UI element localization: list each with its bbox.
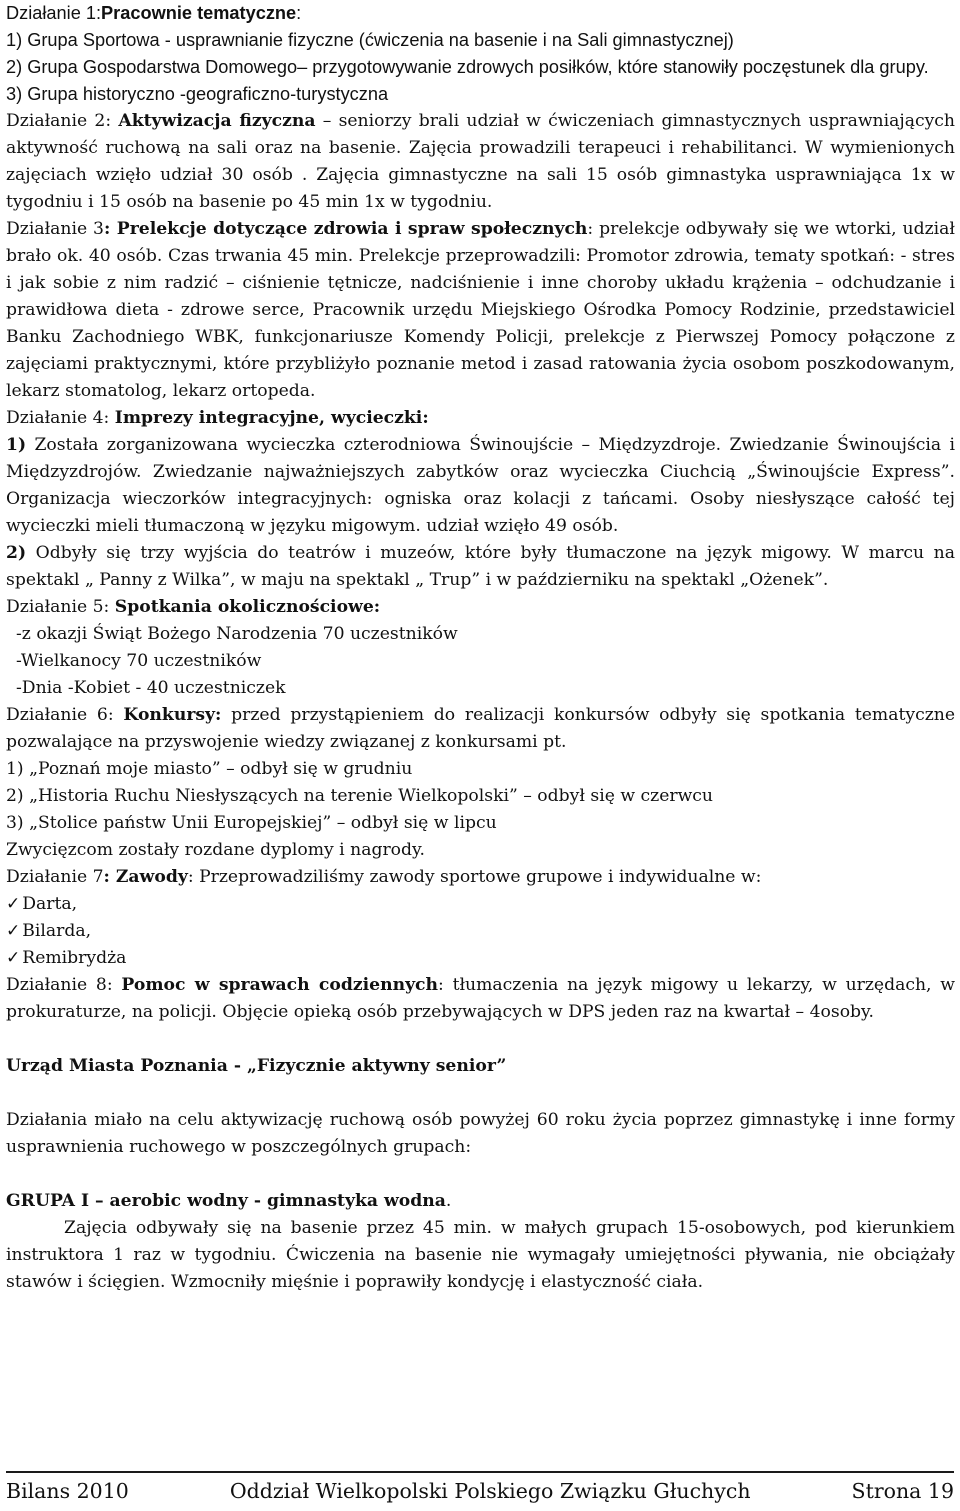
- dz3-title: : Prelekcje dotyczące zdrowia i spraw społecznych: [104, 219, 588, 239]
- dz1-group-1: 1) Grupa Sportowa - usprawnianie fizyczne (ćwiczenia na basenie i na Sali gimnastycznej): [6, 30, 734, 50]
- footer-center: Oddział Wielkopolski Polskiego Związku Głuchych: [229, 1479, 751, 1503]
- dz8-prefix: Działanie 8:: [6, 975, 122, 995]
- dz3-paragraph: [6, 216, 955, 405]
- dz7-item-label: Bilarda,: [22, 921, 92, 941]
- dz6-title: Konkursy:: [123, 705, 222, 725]
- dz7-item: [6, 891, 955, 918]
- um-heading-text: Urząd Miasta Poznania - „Fizycznie aktywny senior”: [6, 1056, 507, 1076]
- dz7-item: [6, 918, 955, 945]
- dz8-title: Pomoc w sprawach codziennych: [121, 975, 439, 995]
- dz2-text: – seniorzy brali udział w ćwiczeniach gimnastycznych usprawniających aktywność ruchową na sali oraz na basenie. Zajęcia prowadzili terapeuci i rehabilitanci. W wymienionych zajęciach wzięło udział 30 osób . Zajęcia gimnastyczne na sali 15 osób gimnastyka usprawniająca 1x w tygodniu i 15 osób na basenie po 45 min 1x w tygodniu.: [6, 111, 955, 212]
- dz6-item: 3) „Stolice państw Unii Europejskiej” – odbył się w lipcu: [6, 813, 497, 833]
- dz2-prefix: Działanie 2:: [6, 111, 119, 131]
- dz7-item: [6, 945, 955, 972]
- spacer: [6, 1161, 955, 1188]
- dz1-group-2: 2) Grupa Gospodarstwa Domowego– przygotowywanie zdrowych posiłków, które stanowiły poczęstunek dla grupy.: [6, 57, 929, 77]
- dz4-point-1-text: Została zorganizowana wycieczka czterodniowa Świnoujście – Międzyzdroje. Zwiedzanie Świnoujścia i Międzyzdrojów. Zwiedzanie najważniejszych zabytków oraz wycieczka Ciuchcią „Świnoujście Express”. Organizacja wieczorków integracyjnych: ogniska oraz kolacji z tańcami. Osoby niesłyszące całość tej wycieczki mieli tłumaczoną w języku migowym. udział wzięło 49 osób.: [6, 435, 955, 536]
- group-1-heading: [6, 1188, 955, 1215]
- dz3-prefix: Działanie 3: [6, 219, 104, 239]
- dz5-item: -Wielkanocy 70 uczestników: [16, 651, 262, 671]
- um-heading: [6, 1053, 955, 1080]
- group-1-dot: .: [445, 1191, 452, 1211]
- dz8-text: : tłumaczenia na język migowy u lekarzy, w urzędach, w prokuraturze, na policji. Objęcie opieką osób przebywających w DPS jeden raz na kwartał – 4osoby.: [6, 975, 955, 1022]
- dz1-heading: [6, 0, 955, 27]
- dz1-title: Pracownie tematyczne: [101, 3, 297, 23]
- dz5-heading: [6, 594, 955, 621]
- dz4-point-2-number: 2): [6, 543, 27, 563]
- dz6-prefix: Działanie 6:: [6, 705, 124, 725]
- footer-page-number: Strona 19: [851, 1479, 954, 1503]
- dz5-item: -Dnia -Kobiet - 40 uczestniczek: [16, 678, 286, 698]
- dz1-group-3: 3) Grupa historyczno -geograficzno-turystyczna: [6, 84, 389, 104]
- dz7-title: : Zawody: [103, 867, 188, 887]
- dz5-prefix: Działanie 5:: [6, 597, 115, 617]
- dz5-item: -z okazji Świąt Bożego Narodzenia 70 uczestników: [16, 624, 458, 644]
- dz4-heading: [6, 405, 955, 432]
- dz2-title: Aktywizacja fizyczna: [118, 111, 316, 131]
- group-1-paragraph: Zajęcia odbywały się na basenie przez 45 min. w małych grupach 15-osobowych, pod kierunkiem instruktora 1 raz w tygodniu. Ćwiczenia na basenie nie wymagały umiejętności pływania, nie obciążały stawów i ścięgien. Wzmocniły mięśnie i poprawiły kondycję i elastyczność ciała.: [6, 1218, 955, 1292]
- spacer: [6, 1080, 955, 1107]
- dz7-prefix: Działanie 7: [6, 867, 104, 887]
- dz7-item-label: Remibrydża: [22, 948, 127, 968]
- document-body: [6, 0, 955, 1296]
- dz7-text: : Przeprowadziliśmy zawody sportowe grupowe i indywidualne w:: [187, 867, 762, 887]
- dz8-paragraph: [6, 972, 955, 1026]
- dz1-suffix: :: [296, 3, 302, 23]
- spacer: [6, 1026, 955, 1053]
- dz7-item-label: Darta,: [22, 894, 78, 914]
- dz6-item: 2) „Historia Ruchu Niesłyszących na terenie Wielkopolski” – odbył się w czerwcu: [6, 786, 713, 806]
- checkmark-icon: ✓: [6, 894, 21, 914]
- dz6-paragraph: [6, 702, 955, 756]
- footer-left: Bilans 2010: [6, 1479, 129, 1503]
- checkmark-icon: ✓: [6, 921, 21, 941]
- dz2-paragraph: [6, 108, 955, 216]
- um-paragraph: Działania miało na celu aktywizację ruchową osób powyżej 60 roku życia poprzez gimnastykę i inne formy usprawnienia ruchowego w poszczególnych grupach:: [6, 1110, 955, 1157]
- dz6-closing: Zwycięzcom zostały rozdane dyplomy i nagrody.: [6, 840, 425, 860]
- dz6-item: 1) „Poznań moje miasto” – odbył się w grudniu: [6, 759, 413, 779]
- dz1-prefix: Działanie 1:: [6, 3, 102, 23]
- dz3-text: : prelekcje odbywały się we wtorki, udział brało ok. 40 osób. Czas trwania 45 min. Prelekcje przeprowadzili: Promotor zdrowia, tematy spotkań: - stres i jak sobie z nim radzić – ciśnienie tętnicze, nadciśnienie i inne choroby układu krążenia – odchudzanie i prawidłowa dieta - zdrowe serce, Pracownik urzędu Miejskiego Ośrodka Pomocy Rodzinie, przedstawiciel Banku Zachodniego WBK, funkcjonariusze Komendy Policji, prelekcje z Pierwszej Pomocy połączone z zajęciami praktycznymi, które przybliżyło poznanie metod i zasad ratowania życia osobom poszkodowanym, lekarz stomatolog, lekarz ortopeda.: [6, 219, 955, 401]
- dz4-point-2-text: Odbyły się trzy wyjścia do teatrów i muzeów, które były tłumaczone na język migowy. W marcu na spektakl „ Panny z Wilka”, w maju na spektakl „ Trup” i w październiku na spektakl „Ożenek”.: [6, 543, 955, 590]
- dz5-title: Spotkania okolicznościowe:: [114, 597, 381, 617]
- dz4-point-1-number: 1): [6, 435, 27, 455]
- page-footer: [6, 1471, 954, 1503]
- dz4-prefix: Działanie 4:: [6, 408, 115, 428]
- dz4-title: Imprezy integracyjne, wycieczki:: [114, 408, 429, 428]
- dz4-point-1: [6, 432, 955, 540]
- checkmark-icon: ✓: [6, 948, 21, 968]
- dz6-text: przed przystąpieniem do realizacji konkursów odbyły się spotkania tematyczne pozwalające na przyswojenie wiedzy związanej z konkursami pt.: [6, 705, 956, 752]
- group-1-title: GRUPA I – aerobic wodny - gimnastyka wodna: [6, 1191, 446, 1211]
- dz7-paragraph: [6, 864, 955, 891]
- dz4-point-2: [6, 540, 955, 594]
